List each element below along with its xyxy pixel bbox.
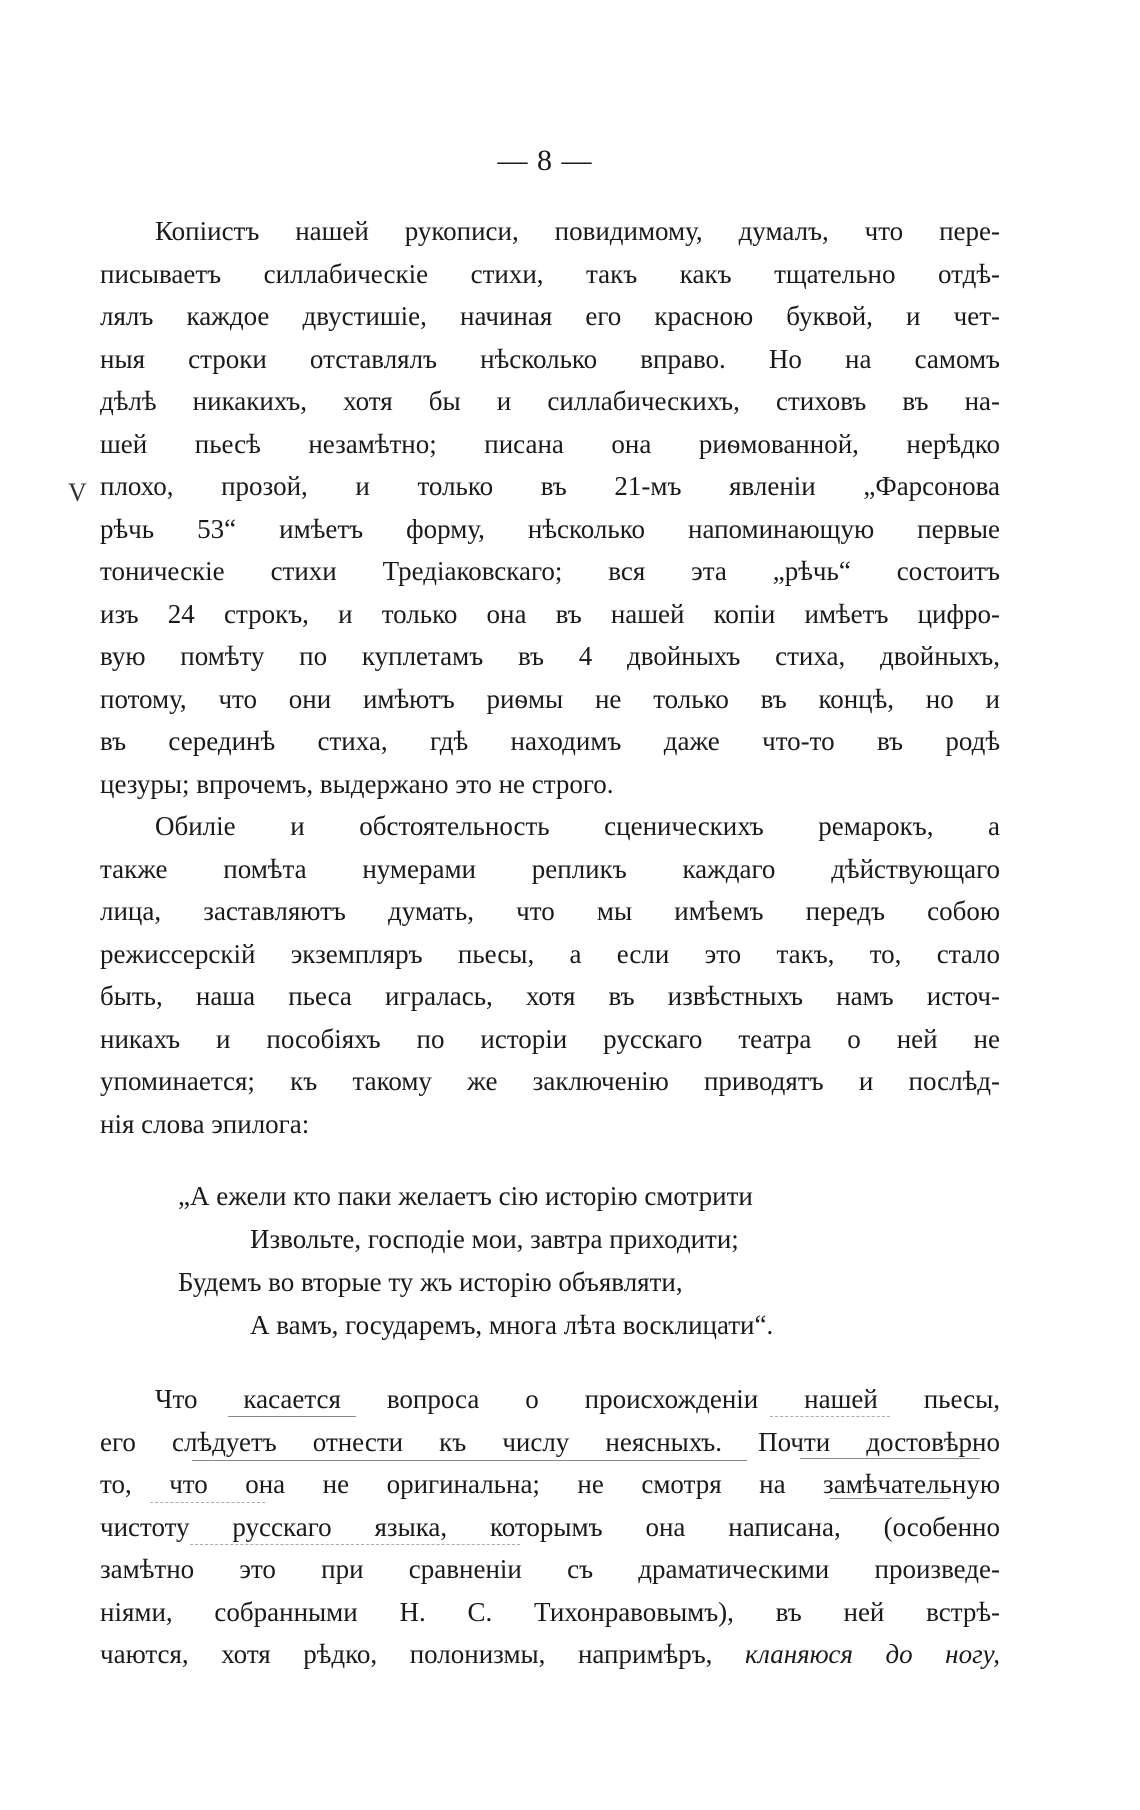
verse-line: Извольте, господіе мои, завтра приходити; [250,1224,739,1254]
text-line: быть, наша пьеса игралась, хотя въ извѣстныхъ намъ источ- [100,981,1000,1011]
italic-example: кланяюся до ногу, [744,1639,1000,1669]
pencil-underline [800,1458,980,1459]
text-line: потому, что они имѣютъ риѳмы не только въ концѣ, но и [100,683,1000,714]
verse-line: Будемъ во вторые ту жъ исторію объявляти, [178,1267,683,1297]
text-line: лица, заставляютъ думать, что мы имѣемъ передъ собою [100,896,1000,926]
paragraph-3 [100,1378,1000,1676]
text-line: также помѣта нумерами репликъ каждаго дѣйствующаго [100,853,1000,884]
text-line: плохо, прозой, и только въ 21-мъ явленіи „Фарсонова [100,471,1000,501]
text-line: нія слова эпилога: [100,1108,310,1139]
text-line: его слѣдуетъ отнести къ числу неясныхъ. Почти достовѣрно [100,1426,1000,1457]
text-line: тоническіе стихи Тредіаковскаго; вся эта „рѣчь“ состоитъ [100,556,1000,586]
text-line: дѣлѣ никакихъ, хотя бы и силлабическихъ, стиховъ въ на- [100,386,1000,416]
text-line: лялъ каждое двустишіе, начиная его красною буквой, и чет- [100,301,1000,331]
text-line: вую помѣту по куплетамъ въ 4 двойныхъ стиха, двойныхъ, [100,641,1000,671]
pencil-underline [228,1416,356,1417]
text-line: Копіистъ нашей рукописи, повидимому, думалъ, что пере- [155,216,1000,246]
text-line: Что касается вопроса о происхожденіи нашей пьесы, [155,1384,1000,1414]
margin-annotation-mark: V [68,478,87,507]
text-line: чистоту русскаго языка, которымъ она написана, (особенно [100,1511,1000,1542]
text-line: въ серединѣ стиха, гдѣ находимъ даже что-то въ родѣ [100,726,1000,756]
verse-line: А вамъ, государемъ, многа лѣта восклицати“. [250,1310,774,1340]
pencil-underline [830,1498,950,1499]
text-line: цезуры; впрочемъ, выдержано это не строго. [100,768,614,799]
page-number: — 8 — [497,144,593,177]
pencil-underline [770,1416,890,1417]
text-line: шей пьесѣ незамѣтно; писана она риѳмованной, нерѣдко [100,428,1000,459]
text-line: замѣтно это при сравненіи съ драматическими произведе- [100,1554,1000,1584]
text-line: режиссерскій экземпляръ пьесы, а если это такъ, то, стало [100,938,1000,969]
text-line: рѣчь 53“ имѣетъ форму, нѣсколько напоминающую первые [100,513,1000,544]
text-line: ныя строки отставлялъ нѣсколько вправо. Но на самомъ [100,343,1000,374]
text-line: ніями, собранными Н. С. Тихонравовымъ), въ ней встрѣ- [100,1596,1000,1627]
text-line: никахъ и пособіяхъ по исторіи русскаго театра о ней не [100,1023,1000,1054]
text-line: Обиліе и обстоятельность сценическихъ ремарокъ, а [155,811,1000,841]
paragraph-1-and-2 [100,210,1000,1145]
pencil-underline [150,1502,265,1503]
pencil-underline [192,1460,747,1461]
text-line: писываетъ силлабическіе стихи, такъ какъ тщательно отдѣ- [100,258,1000,289]
text-line: то, что она не оригинальна; не смотря на замѣчательную [100,1469,1000,1499]
pencil-underline [190,1544,520,1545]
verse-line: „А ежели кто паки желаетъ сію исторію смотрити [178,1181,753,1211]
text-line: упоминается; къ такому же заключенію приводятъ и послѣд- [100,1066,1000,1096]
text-line: изъ 24 строкъ, и только она въ нашей копіи имѣетъ цифро- [100,598,1000,629]
text-line-final [100,1633,1000,1676]
epilogue-verse [100,1175,1000,1347]
final-line-text: чаются, хотя рѣдко, полонизмы, напримѣръ, [100,1639,713,1669]
